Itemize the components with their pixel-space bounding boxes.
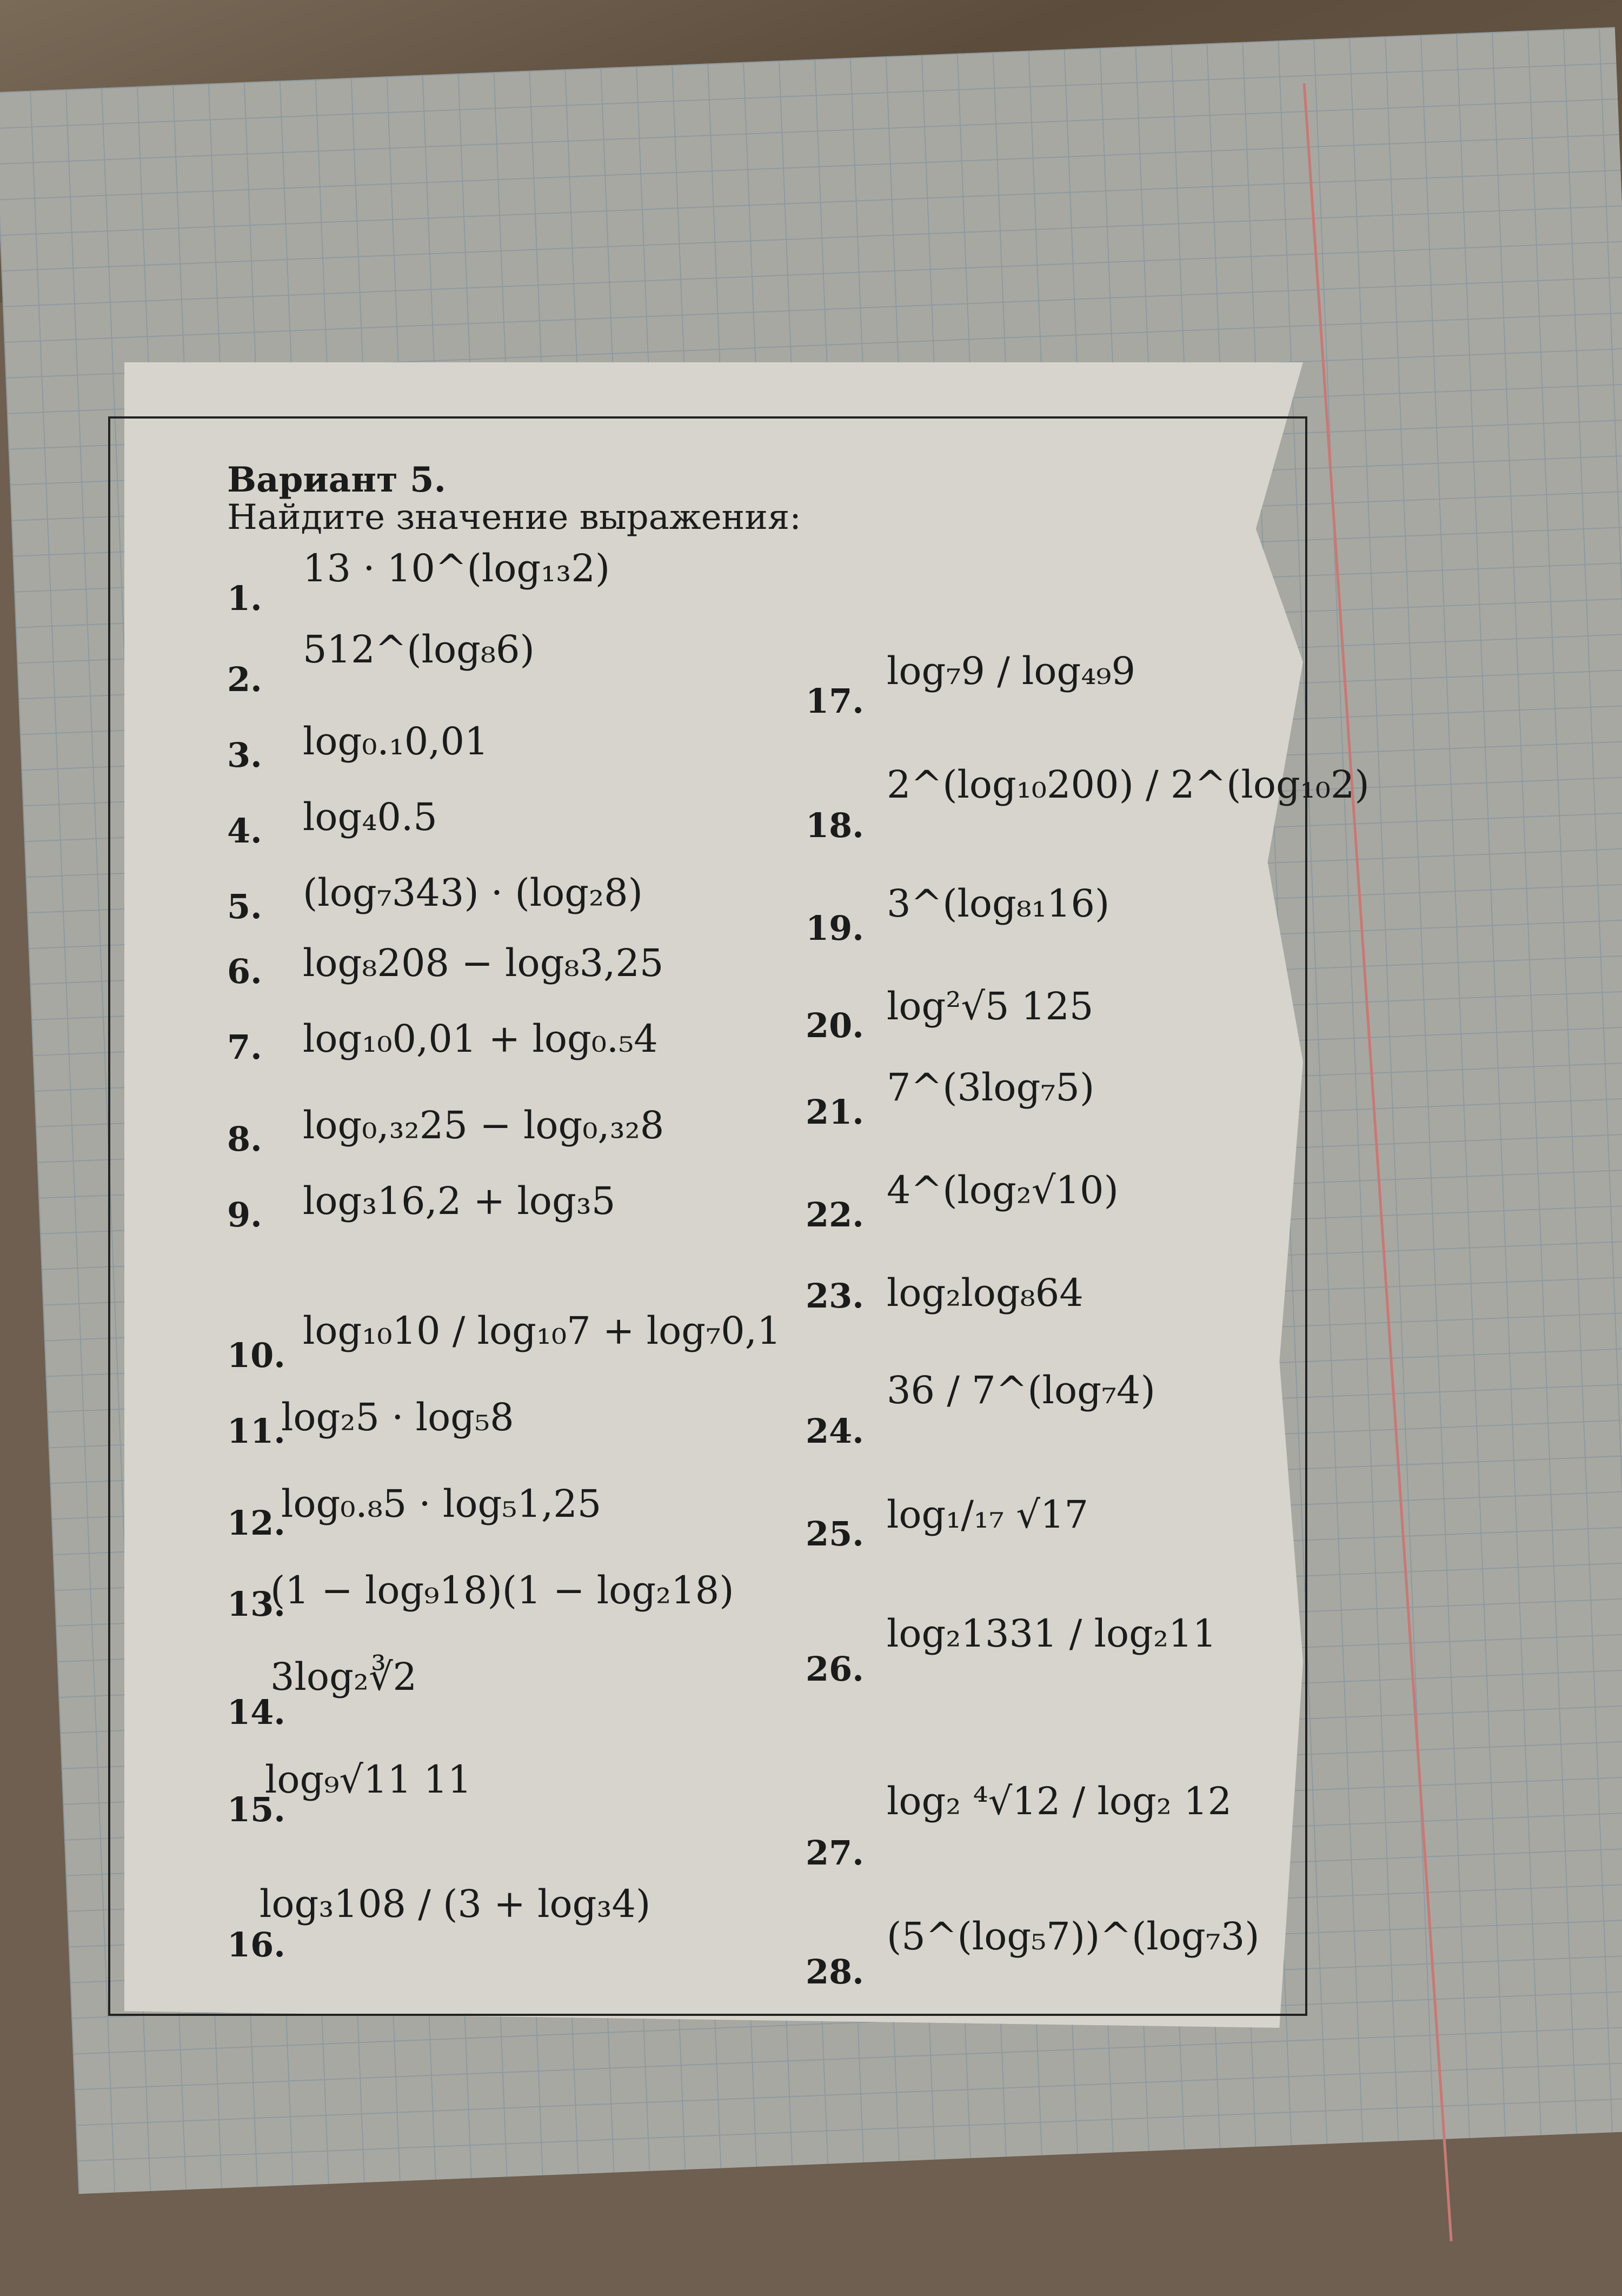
problem-number: 25. xyxy=(806,1514,864,1554)
problem-expression: 3log₂∛2 xyxy=(270,1655,417,1699)
problem-expression: log₃108 / (3 + log₃4) xyxy=(260,1882,651,1926)
problem-number: 11. xyxy=(227,1411,285,1451)
problem-expression: 2^(log₁₀200) / 2^(log₁₀2) xyxy=(887,762,1370,807)
problem-expression: (5^(log₅7))^(log₇3) xyxy=(887,1914,1260,1959)
problem-number: 26. xyxy=(806,1649,864,1689)
problem-expression: 7^(3log₇5) xyxy=(887,1065,1095,1110)
problem-expression: log₇9 / log₄₉9 xyxy=(887,649,1136,693)
problem-expression: log₉√11 11 xyxy=(265,1757,472,1802)
problem-number: 20. xyxy=(806,1006,864,1045)
problem-number: 5. xyxy=(227,887,262,926)
problem-number: 24. xyxy=(806,1411,864,1451)
problem-number: 7. xyxy=(227,1027,262,1067)
problem-number: 2. xyxy=(227,660,262,699)
problem-number: 19. xyxy=(806,908,864,948)
problem-number: 13. xyxy=(227,1584,285,1624)
worksheet-title: Вариант 5. xyxy=(227,460,446,500)
problem-expression: 3^(log₈₁16) xyxy=(887,881,1110,926)
problem-expression: 36 / 7^(log₇4) xyxy=(887,1368,1155,1412)
problem-expression: 13 · 10^(log₁₃2) xyxy=(303,546,610,590)
problem-expression: 4^(log₂√10) xyxy=(887,1168,1119,1212)
problem-number: 17. xyxy=(806,681,864,721)
problem-expression: log₂5 · log₅8 xyxy=(281,1395,514,1439)
problem-number: 22. xyxy=(806,1195,864,1235)
problem-number: 23. xyxy=(806,1276,864,1316)
problem-expression: 512^(log₈6) xyxy=(303,627,535,672)
problem-number: 6. xyxy=(227,952,262,991)
problem-expression: log₈208 − log₈3,25 xyxy=(303,941,664,985)
problem-number: 3. xyxy=(227,735,262,775)
problem-number: 1. xyxy=(227,579,262,618)
problem-number: 9. xyxy=(227,1195,262,1235)
worksheet-subtitle: Найдите значение выражения: xyxy=(227,497,801,537)
problem-expression: log₀.₈5 · log₅1,25 xyxy=(281,1482,602,1526)
problem-expression: log₂log₈64 xyxy=(887,1271,1083,1315)
problem-expression: log²√5 125 xyxy=(887,984,1094,1028)
problem-expression: log₃16,2 + log₃5 xyxy=(303,1179,616,1223)
problem-number: 8. xyxy=(227,1119,262,1159)
problem-number: 15. xyxy=(227,1790,285,1829)
problem-expression: log₁/₁₇ √17 xyxy=(887,1492,1089,1537)
problem-expression: (1 − log₉18)(1 − log₂18) xyxy=(270,1568,734,1612)
problem-expression: log₁₀0,01 + log₀.₅4 xyxy=(303,1017,658,1061)
problem-number: 27. xyxy=(806,1833,864,1873)
problem-number: 14. xyxy=(227,1693,285,1732)
problem-expression: log₂1331 / log₂11 xyxy=(887,1611,1217,1656)
problem-expression: log₀,₃₂25 − log₀,₃₂8 xyxy=(303,1103,664,1147)
problem-number: 12. xyxy=(227,1503,285,1543)
problem-expression: (log₇343) · (log₂8) xyxy=(303,871,643,915)
problem-number: 18. xyxy=(806,806,864,845)
problem-expression: log₀.₁0,01 xyxy=(303,719,489,764)
problem-number: 21. xyxy=(806,1092,864,1132)
problem-number: 4. xyxy=(227,811,262,851)
problem-expression: log₁₀10 / log₁₀7 + log₇0,1 xyxy=(303,1309,781,1353)
problem-expression: log₂ ⁴√12 / log₂ 12 xyxy=(887,1779,1232,1823)
problem-number: 16. xyxy=(227,1925,285,1965)
problem-number: 28. xyxy=(806,1952,864,1992)
problem-number: 10. xyxy=(227,1336,285,1375)
problem-expression: log₄0.5 xyxy=(303,795,437,839)
